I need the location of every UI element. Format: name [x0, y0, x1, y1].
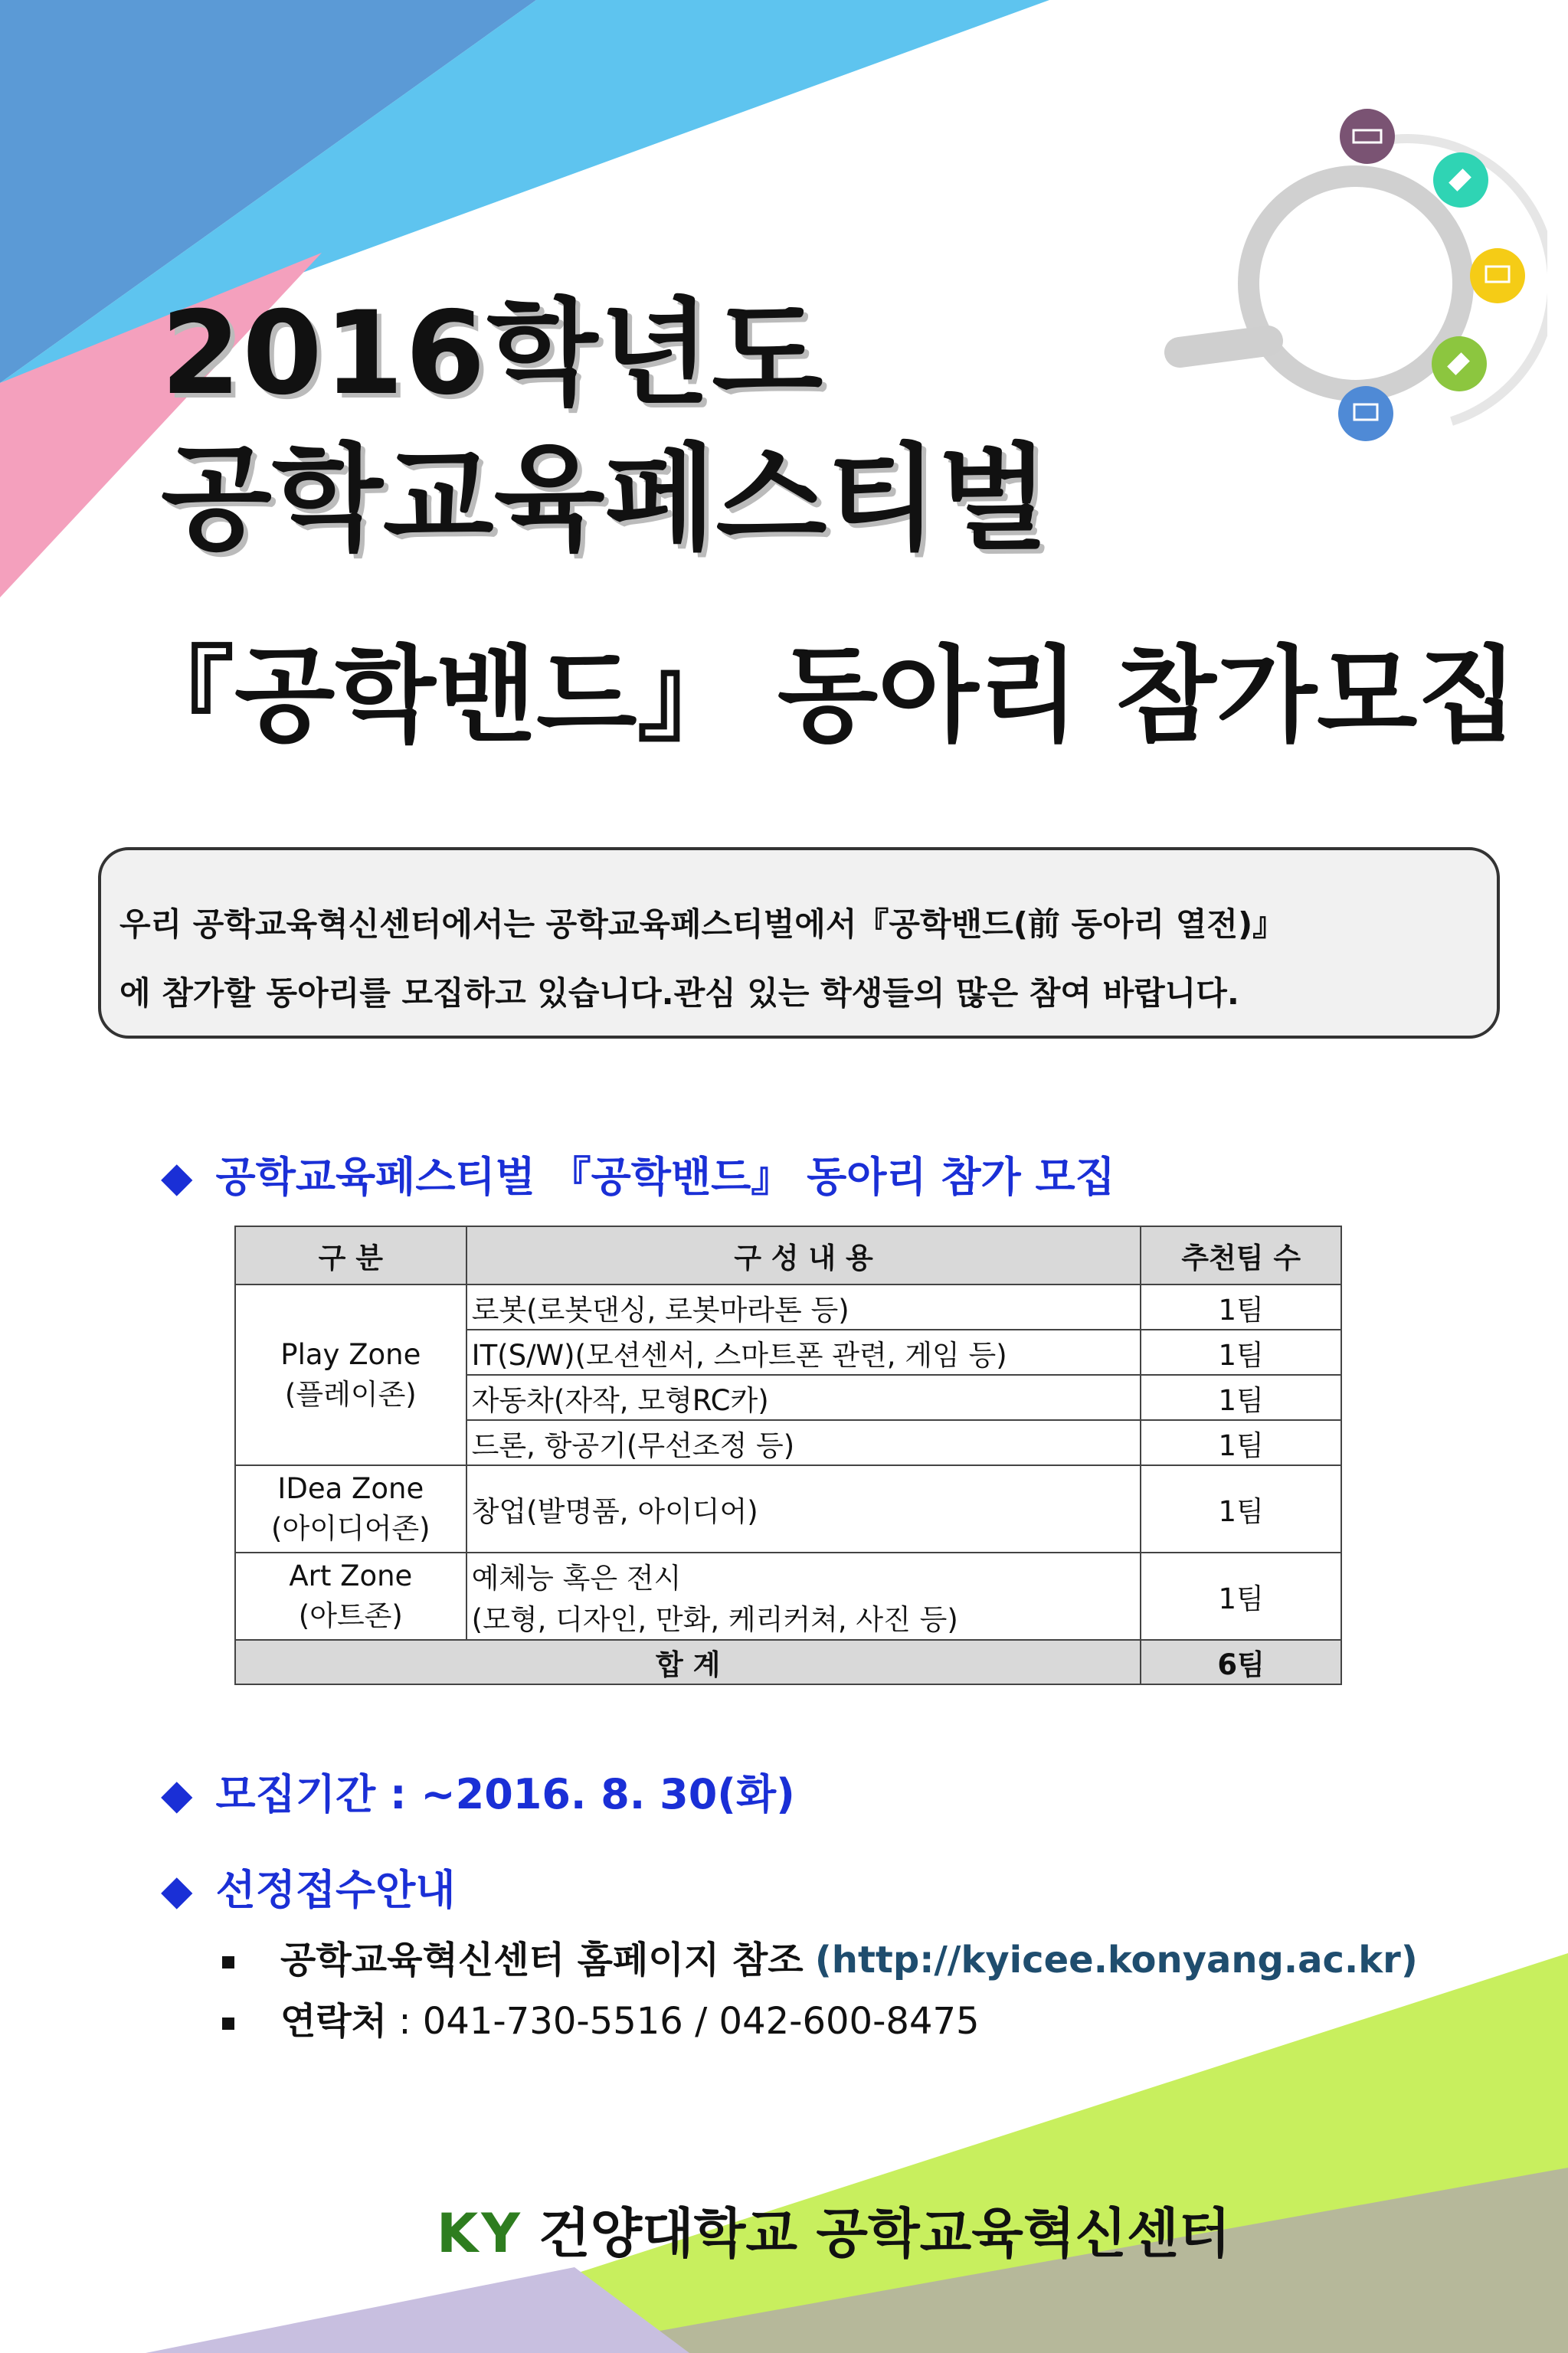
intro-box	[98, 847, 1500, 1039]
zone-name-ko: (플레이존)	[284, 1377, 417, 1411]
content-cell: IT(S/W)(모션센서, 스마트폰 관련, 게임 등)	[466, 1330, 1141, 1375]
square-bullet-icon	[222, 1956, 234, 1968]
laptop-icon	[1470, 248, 1525, 303]
header-content: 구 성 내 용	[466, 1226, 1141, 1284]
teams-cell: 1팀	[1141, 1553, 1341, 1640]
teams-cell: 1팀	[1141, 1284, 1341, 1330]
section-period-heading	[161, 1762, 795, 1821]
content-cell: 자동차(자작, 모형RC카)	[466, 1375, 1141, 1420]
intro-line-1: 우리 공학교육혁신센터에서는 공학교육페스티벌에서『공학밴드(前 동아리 열전)』	[119, 905, 1285, 943]
contact-label: 연락처	[280, 2000, 388, 2043]
ky-logo: KY	[437, 2202, 523, 2265]
section-apply-heading	[161, 1857, 456, 1916]
content-cell: 창업(발명품, 아이디어)	[466, 1465, 1141, 1553]
magnifier-icon-group	[1149, 100, 1547, 460]
contact-value: : 041-730-5516 / 042-600-8475	[398, 2000, 980, 2043]
zone-name-ko: (아이디어존)	[271, 1511, 430, 1545]
org-name: 건양대학교 공학교육혁신센터	[538, 2202, 1231, 2265]
total-label: 합 계	[235, 1640, 1141, 1684]
content-cell	[466, 1553, 1141, 1640]
diamond-bullet-icon: ◆	[161, 1866, 193, 1914]
total-value: 6팀	[1141, 1640, 1341, 1684]
intro-line-2: 에 참가할 동아리를 모집하고 있습니다.관심 있는 학생들의 많은 참여 바랍니다.	[119, 974, 1239, 1012]
teams-cell: 1팀	[1141, 1465, 1341, 1553]
content-cell: 드론, 항공기(무선조정 등)	[466, 1420, 1141, 1465]
keyboard-icon	[1340, 109, 1395, 164]
section-apply-text: 선정접수안내	[215, 1866, 456, 1914]
section-period-text: 모집기간 : ~2016. 8. 30(화)	[215, 1770, 795, 1818]
recruit-title: 『공학밴드』 동아리 참가모집	[130, 636, 1518, 757]
teams-cell: 1팀	[1141, 1420, 1341, 1465]
header-category: 구 분	[235, 1226, 466, 1284]
homepage-url[interactable]: (http://kyicee.konyang.ac.kr)	[814, 1939, 1418, 1982]
zone-name-ko: (아트존)	[298, 1599, 403, 1632]
table-total-row	[235, 1640, 1341, 1684]
usb-icon	[1433, 152, 1488, 208]
square-bullet-icon	[222, 2018, 234, 2030]
recruit-table	[234, 1226, 1342, 1685]
header-teams: 추천팀 수	[1141, 1226, 1341, 1284]
table-row	[235, 1284, 1341, 1330]
monitor-icon	[1338, 386, 1393, 441]
section-recruit-heading	[161, 1144, 1115, 1203]
usb-drive-icon	[1432, 336, 1487, 391]
section-recruit-heading-text: 공학교육페스티벌 『공학밴드』 동아리 참가 모집	[215, 1153, 1115, 1201]
footer-org	[437, 2191, 1230, 2268]
zone-name: Play Zone	[280, 1337, 421, 1371]
diamond-bullet-icon: ◆	[161, 1770, 193, 1818]
table-row	[235, 1465, 1341, 1553]
bullet-homepage	[222, 1930, 1418, 1983]
table-row	[235, 1553, 1341, 1640]
bullet-contact	[222, 1991, 980, 2044]
zone-art	[235, 1553, 466, 1640]
content-line-1: 예체능 혹은 전시	[471, 1562, 682, 1595]
teams-cell: 1팀	[1141, 1375, 1341, 1420]
year-title: 2016학년도	[161, 287, 825, 421]
festival-title: 공학교육페스티벌	[161, 433, 1049, 566]
content-cell: 로봇(로봇댄싱, 로봇마라톤 등)	[466, 1284, 1141, 1330]
table-header-row	[235, 1226, 1341, 1284]
magnifier-icon	[1249, 176, 1463, 391]
zone-name: Art Zone	[289, 1559, 413, 1592]
zone-play	[235, 1284, 466, 1465]
teams-cell: 1팀	[1141, 1330, 1341, 1375]
content-line-2: (모형, 디자인, 만화, 케리커쳐, 사진 등)	[471, 1603, 958, 1636]
zone-name: IDea Zone	[277, 1471, 424, 1505]
homepage-label: 공학교육혁신센터 홈페이지 참조	[280, 1939, 804, 1982]
diamond-bullet-icon: ◆	[161, 1153, 193, 1201]
zone-idea	[235, 1465, 466, 1553]
